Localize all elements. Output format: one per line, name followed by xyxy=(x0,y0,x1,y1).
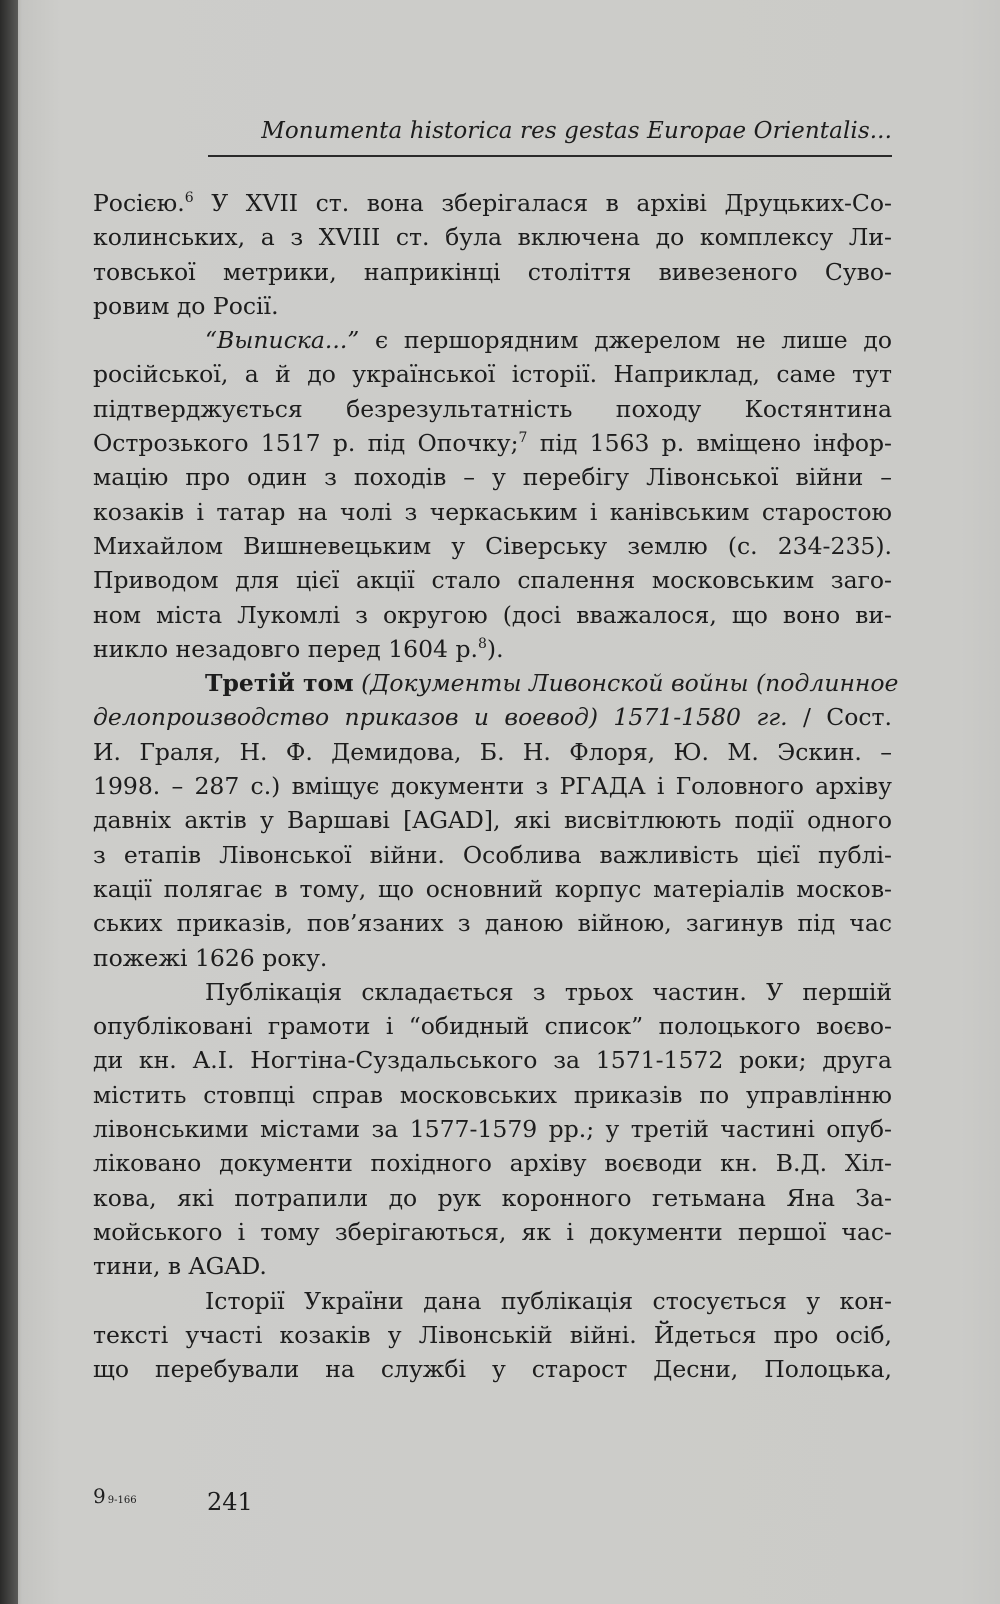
text-run: колинських, а з XVIII ст. була включена до комплексу Ли- xyxy=(93,223,892,252)
text-line xyxy=(93,803,892,837)
text-run: ровим до Росії. xyxy=(93,291,279,320)
text-run xyxy=(354,669,361,697)
text-run: товської метрики, наприкінці століття вивезеного Суво- xyxy=(93,257,892,286)
text-line xyxy=(93,1181,892,1215)
signature-number: 9 xyxy=(93,1484,106,1508)
text-line xyxy=(93,323,892,357)
text-run: лівонськими містами за 1577-1579 рр.; у третій частині опуб- xyxy=(93,1115,892,1144)
text-run: давніх актів у Варшаві [AGAD], які висвітлюють події одного xyxy=(93,806,892,835)
text-run: мацію про один з походів – у перебігу Лівонської війни – xyxy=(93,463,892,492)
text-line xyxy=(93,1043,892,1077)
text-line xyxy=(93,186,892,220)
signature-code: 9-166 xyxy=(107,1495,137,1506)
text-run: російської, а й до української історії. Наприклад, саме тут xyxy=(93,360,892,389)
text-run: И. Граля, Н. Ф. Демидова, Б. Н. Флоря, Ю. М. Эскин. – xyxy=(93,737,892,766)
text-run: Михайлом Вишневецьким у Сіверську землю (с. 234-235). xyxy=(93,531,892,560)
text-run: ). xyxy=(486,634,504,663)
text-line xyxy=(93,975,892,1009)
text-run: 1998. – 287 с.) вміщує документи з РГАДА і Головного архіву xyxy=(93,772,892,801)
text-run: підтверджується безрезультатність походу Костянтина xyxy=(93,394,892,423)
text-run: з етапів Лівонської війни. Особлива важливість цієї публі- xyxy=(93,840,892,869)
text-line xyxy=(93,632,892,666)
text-run: тини, в AGAD. xyxy=(93,1252,267,1281)
text-line xyxy=(93,255,892,289)
text-line xyxy=(93,838,892,872)
text-run: кації полягає в тому, що основний корпус матеріалів москов- xyxy=(93,874,892,903)
text-run: ди кн. А.І. Ногтіна-Суздальського за 1571-1572 роки; друга xyxy=(93,1046,892,1075)
text-run: тексті участі козаків у Лівонській війні. Йдеться про осіб, xyxy=(93,1320,892,1349)
text-line xyxy=(93,1318,892,1352)
text-line xyxy=(93,735,892,769)
text-line xyxy=(93,906,892,940)
text-line xyxy=(93,563,892,597)
text-line xyxy=(93,220,892,254)
body-text xyxy=(93,186,899,1386)
text-line xyxy=(93,1112,892,1146)
text-line xyxy=(93,941,892,975)
text-run: пожежі 1626 року. xyxy=(93,943,328,972)
text-line xyxy=(93,700,892,734)
text-run: “Выписка...” xyxy=(205,326,360,355)
running-head-rule xyxy=(208,155,892,157)
footnote-ref: 7 xyxy=(518,430,528,447)
text-run: опубліковані грамоти і “обидный список” полоцького воєво- xyxy=(93,1012,892,1041)
text-run: Публікація складається з трьох частин. У першій xyxy=(205,977,892,1006)
text-line xyxy=(93,1078,892,1112)
text-run: ліковано документи похідного архіву воєводи кн. В.Д. Хіл- xyxy=(93,1149,892,1178)
text-line xyxy=(93,529,892,563)
text-run: У XVII ст. вона зберігалася в архіві Друцьких-Со- xyxy=(193,189,892,217)
printer-signature xyxy=(93,1484,137,1508)
text-line xyxy=(93,1352,892,1386)
text-run: Острозького 1517 р. під Опочку; xyxy=(93,429,519,458)
text-line xyxy=(93,872,892,906)
text-run: ном міста Лукомлі з округою (досі вважалося, що воно ви- xyxy=(93,600,892,629)
text-line xyxy=(93,1146,892,1180)
text-run: Приводом для цієї акції стало спалення московським заго- xyxy=(93,566,892,595)
book-spine-shadow xyxy=(0,0,18,1604)
text-run: під 1563 р. вміщено інфор- xyxy=(527,429,892,458)
text-run: Третій том xyxy=(205,669,354,698)
text-run: містить стовпці справ московських приказів по управлінню xyxy=(93,1080,892,1109)
text-run: никло незадовго перед 1604 р. xyxy=(93,634,478,663)
text-line xyxy=(93,426,892,460)
text-run: делопроизводство приказов и воевод) 1571-1580 гг. xyxy=(93,703,788,732)
footnote-ref: 8 xyxy=(478,635,487,652)
text-line xyxy=(93,357,892,391)
page-number: 241 xyxy=(207,1488,253,1516)
text-run: кова, які потрапили до рук коронного гетьмана Яна За- xyxy=(93,1183,892,1212)
text-run: (Документы Ливонской войны (подлинное xyxy=(361,669,899,698)
text-line xyxy=(93,1215,892,1249)
text-run: мойського і тому зберігаються, як і документи першої час- xyxy=(93,1217,892,1246)
text-run: / Сост. xyxy=(787,703,893,732)
text-line xyxy=(93,1284,892,1318)
text-run: Росією. xyxy=(93,189,185,217)
text-run: ських приказів, пов’язаних з даною війною, загинув під час xyxy=(93,909,892,938)
text-line xyxy=(93,1249,892,1283)
running-head: Monumenta historica res gestas Europae Orientalis... xyxy=(261,118,892,144)
text-line xyxy=(93,769,892,803)
text-run: козаків і татар на чолі з черкаським і канівським старостою xyxy=(93,497,892,526)
text-line xyxy=(93,1009,892,1043)
text-line xyxy=(93,598,892,632)
text-line xyxy=(93,392,892,426)
text-line xyxy=(93,289,892,323)
text-line xyxy=(93,495,892,529)
text-run: є першорядним джерелом не лише до xyxy=(359,326,892,355)
text-run: Історії України дана публікація стосується у кон- xyxy=(205,1286,892,1315)
text-line xyxy=(93,666,899,700)
footnote-ref: 6 xyxy=(184,190,194,206)
text-line xyxy=(93,460,892,494)
text-run: що перебували на службі у старост Десни, Полоцька, xyxy=(93,1355,892,1384)
